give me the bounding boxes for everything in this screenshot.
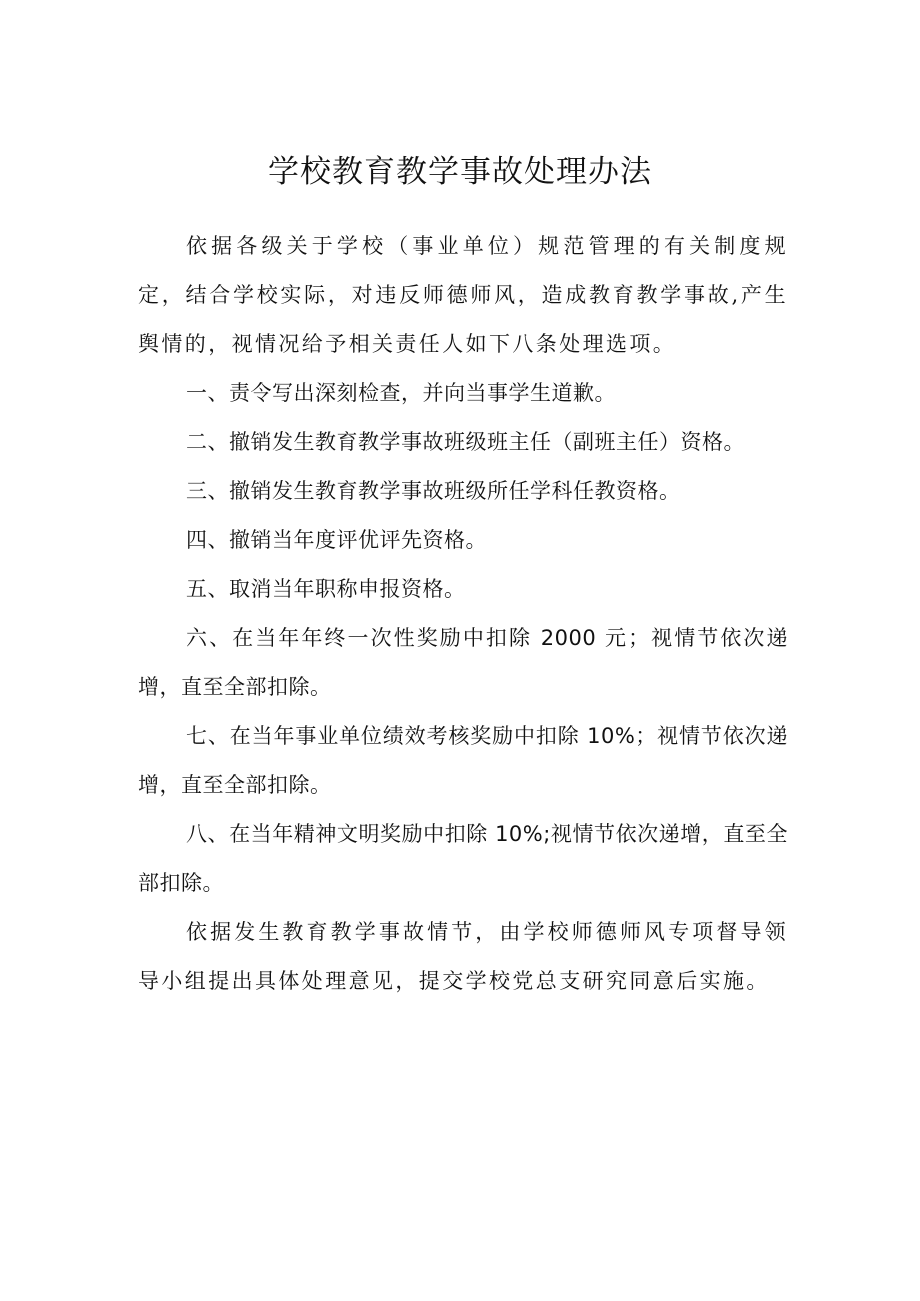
item-7: 七、在当年事业单位绩效考核奖励中扣除 10%；视情节依次递增，直至全部扣除。: [138, 724, 788, 797]
item-4: 四、撤销当年度评优评先资格。: [186, 528, 487, 552]
intro-paragraph: 依据各级关于学校（事业单位）规范管理的有关制度规定，结合学校实际，对违反师德师风，造成教育教学事故,产生舆情的，视情况给予相关责任人如下八条处理选项。: [138, 234, 788, 356]
item-3: 三、撤销发生教育教学事故班级所任学科任教资格。: [186, 479, 681, 503]
item-2: 二、撤销发生教育教学事故班级班主任（副班主任）资格。: [186, 430, 745, 454]
item-8: 八、在当年精神文明奖励中扣除 10%;视情节依次递增，直至全部扣除。: [138, 822, 788, 895]
document-title: 学校教育教学事故处理办法: [268, 154, 652, 190]
item-1: 一、责令写出深刻检查，并向当事学生道歉。: [186, 381, 616, 405]
document-body: [138, 222, 788, 1006]
item-6: 六、在当年年终一次性奖励中扣除 2000 元；视情节依次递增，直至全部扣除。: [138, 626, 788, 699]
item-5: 五、取消当年职称申报资格。: [186, 577, 466, 601]
closing-paragraph: 依据发生教育教学事故情节，由学校师德师风专项督导领导小组提出具体处理意见，提交学校党总支研究同意后实施。: [138, 920, 788, 993]
